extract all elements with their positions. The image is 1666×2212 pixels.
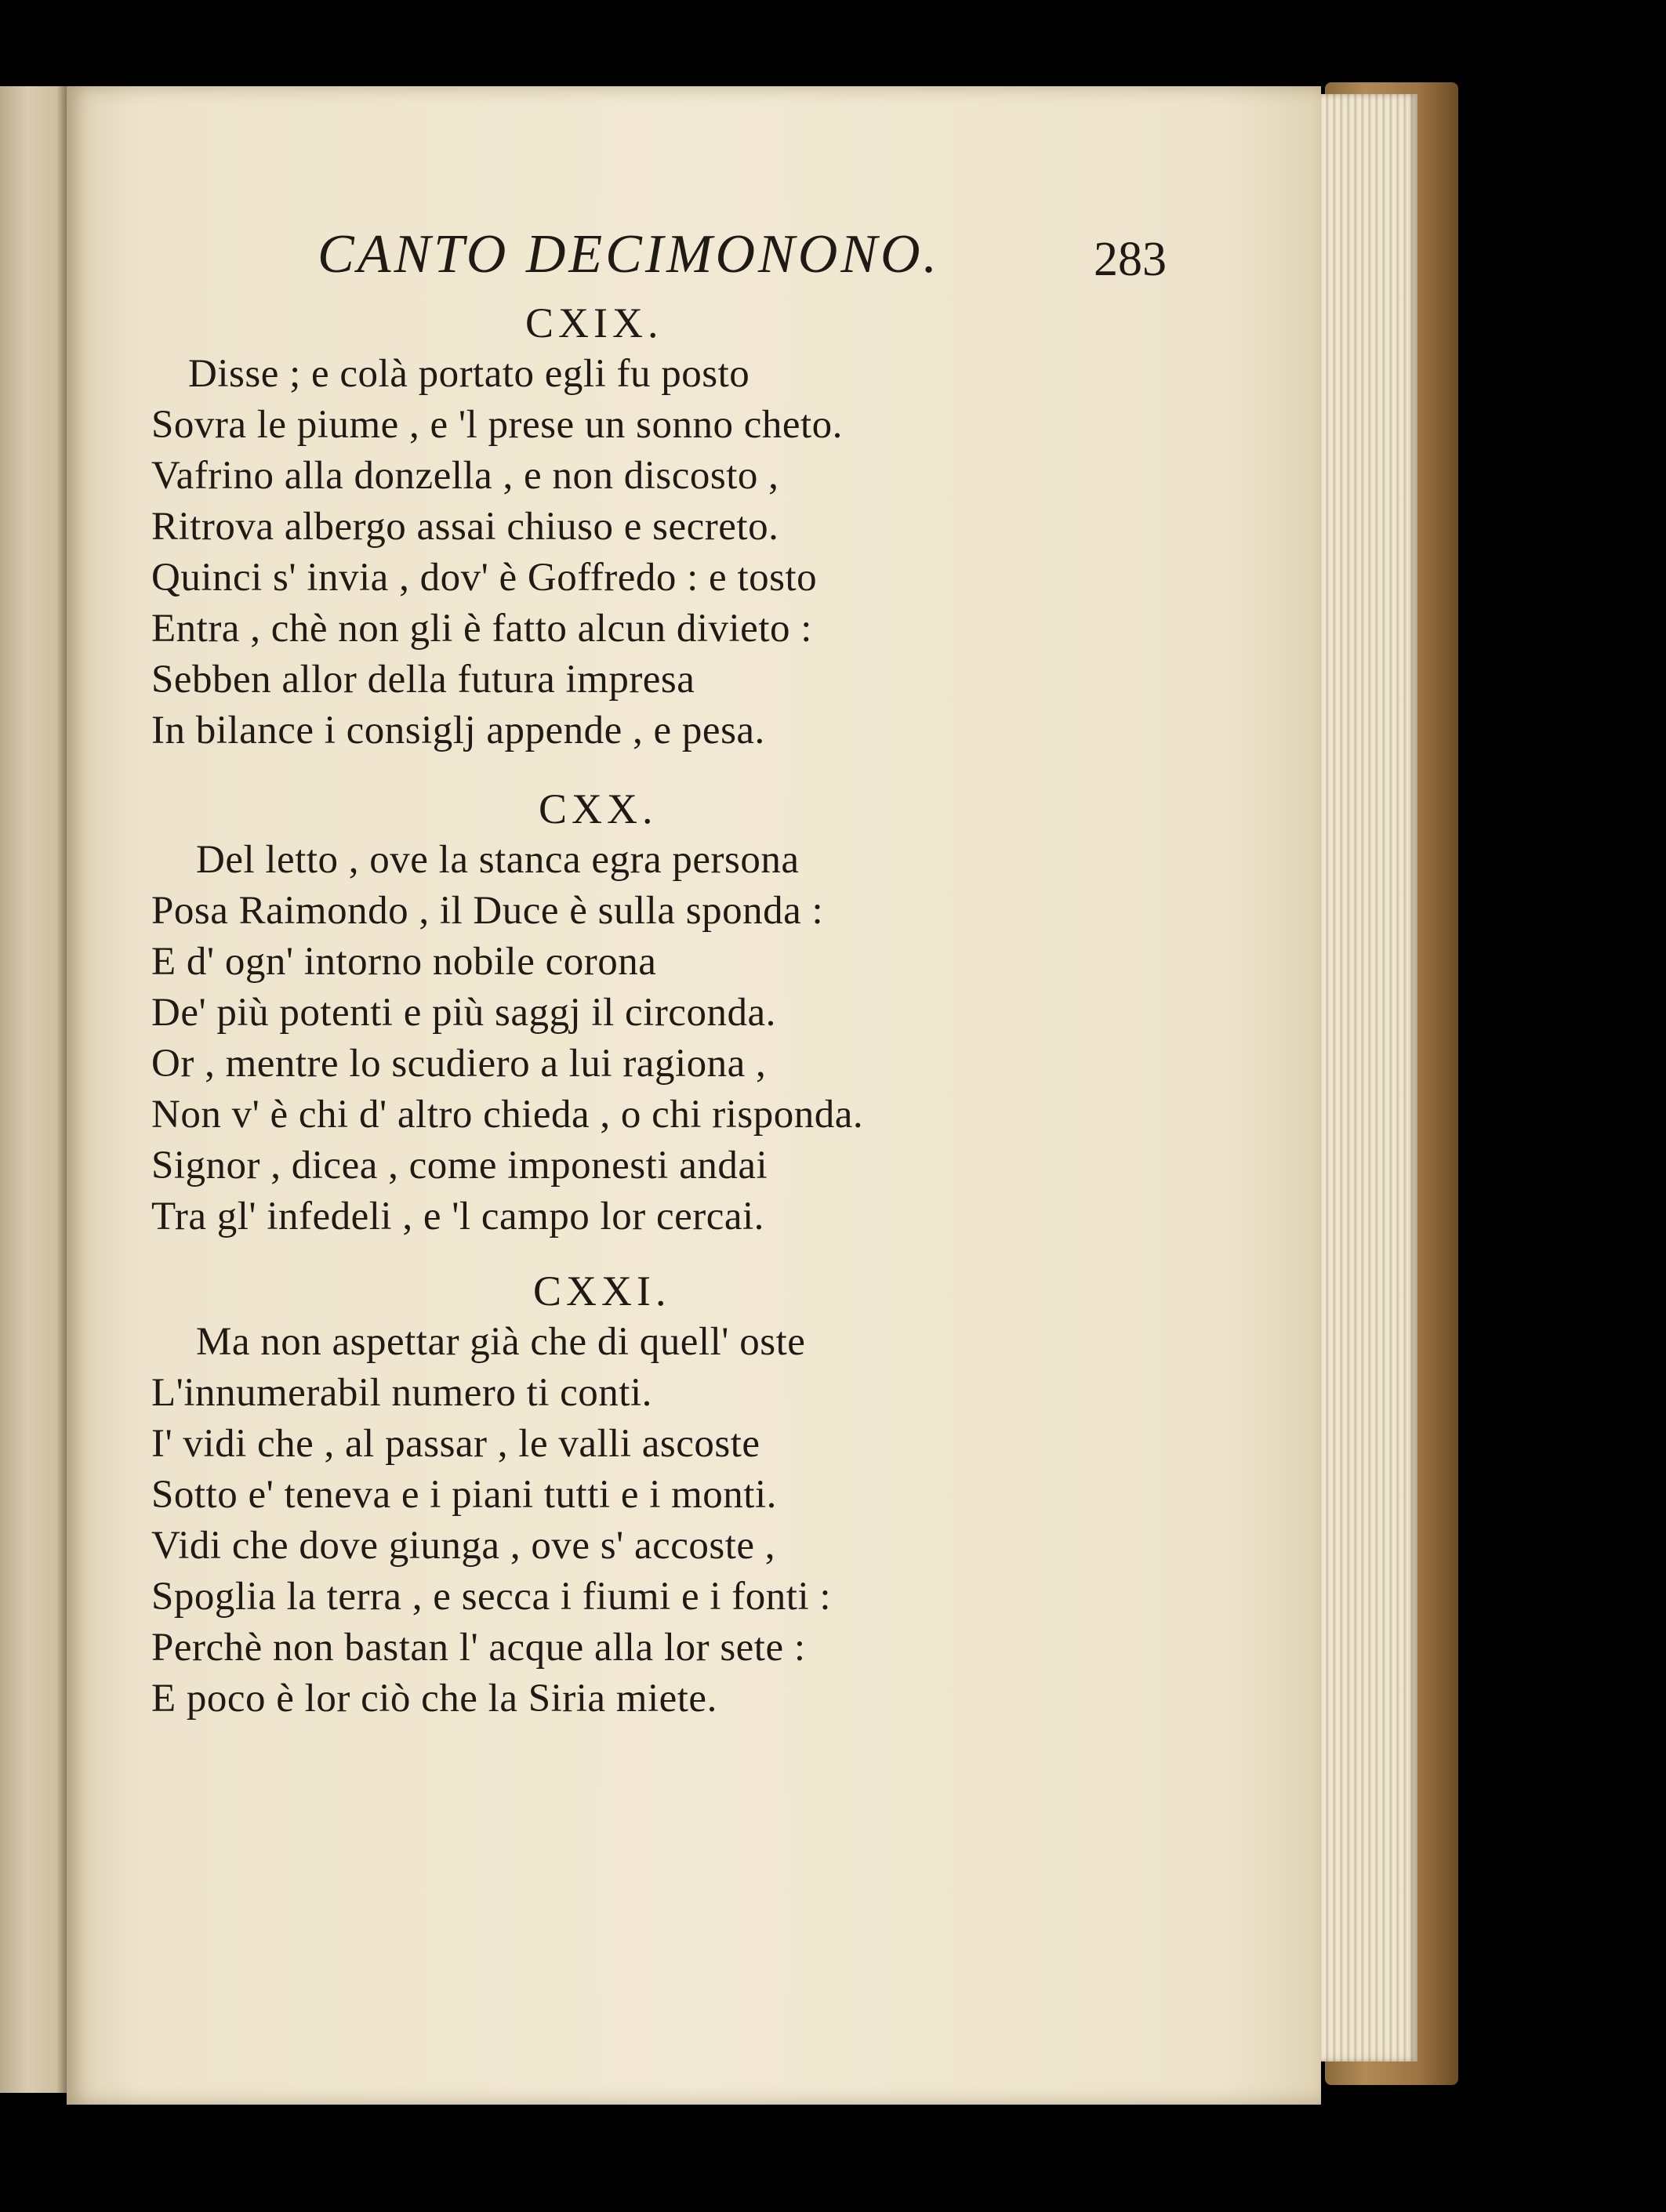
verse-line: Del letto , ove la stanca egra persona bbox=[196, 838, 800, 882]
stanza-number: CXIX. bbox=[525, 299, 663, 346]
verse-line: Ritrova albergo assai chiuso e secreto. bbox=[151, 505, 779, 549]
verse-line: L'innumerabil numero ti conti. bbox=[151, 1371, 652, 1415]
verse-line: Spoglia la terra , e secca i fiumi e i fonti : bbox=[151, 1575, 832, 1619]
verse-line: Signor , dicea , come imponesti andai bbox=[151, 1144, 768, 1188]
verse-line: Or , mentre lo scudiero a lui ragiona , bbox=[151, 1042, 767, 1086]
verse-line: Sotto e' teneva e i piani tutti e i monti. bbox=[151, 1473, 777, 1517]
verse-line: Perchè non bastan l' acque alla lor sete : bbox=[151, 1626, 806, 1670]
verse-line: Quinci s' invia , dov' è Goffredo : e tosto bbox=[151, 556, 818, 600]
verse-line: Disse ; e colà portato egli fu posto bbox=[188, 352, 750, 396]
verse-line: Vafrino alla donzella , e non discosto , bbox=[151, 454, 779, 498]
stanza-number: CXX. bbox=[539, 785, 658, 832]
verse-line: Sebben allor della futura impresa bbox=[151, 658, 695, 702]
running-head: CANTO DECIMONONO. bbox=[318, 224, 941, 285]
stanza-number: CXXI. bbox=[533, 1267, 671, 1315]
verse-line: De' più potenti e più saggj il circonda. bbox=[151, 991, 776, 1035]
verse-line: Tra gl' infedeli , e 'l campo lor cercai. bbox=[151, 1195, 764, 1238]
verse-line: Entra , chè non gli è fatto alcun divieto : bbox=[151, 607, 812, 651]
facing-page-edge bbox=[0, 86, 71, 2093]
verse-line: I' vidi che , al passar , le valli ascoste bbox=[151, 1422, 760, 1466]
verse-line: Ma non aspettar già che di quell' oste bbox=[196, 1320, 806, 1364]
verse-line: Vidi che dove giunga , ove s' accoste , bbox=[151, 1524, 776, 1568]
verse-line: Posa Raimondo , il Duce è sulla sponda : bbox=[151, 889, 824, 933]
verse-line: E d' ogn' intorno nobile corona bbox=[151, 940, 657, 984]
verse-line: In bilance i consiglj appende , e pesa. bbox=[151, 709, 765, 752]
page-edges bbox=[1308, 94, 1417, 2062]
verse-line: Non v' è chi d' altro chieda , o chi risponda. bbox=[151, 1093, 864, 1137]
book-page bbox=[67, 86, 1321, 2105]
verse-line: Sovra le piume , e 'l prese un sonno cheto. bbox=[151, 403, 843, 447]
page-number: 283 bbox=[1094, 233, 1167, 286]
verse-line: E poco è lor ciò che la Siria miete. bbox=[151, 1677, 717, 1721]
